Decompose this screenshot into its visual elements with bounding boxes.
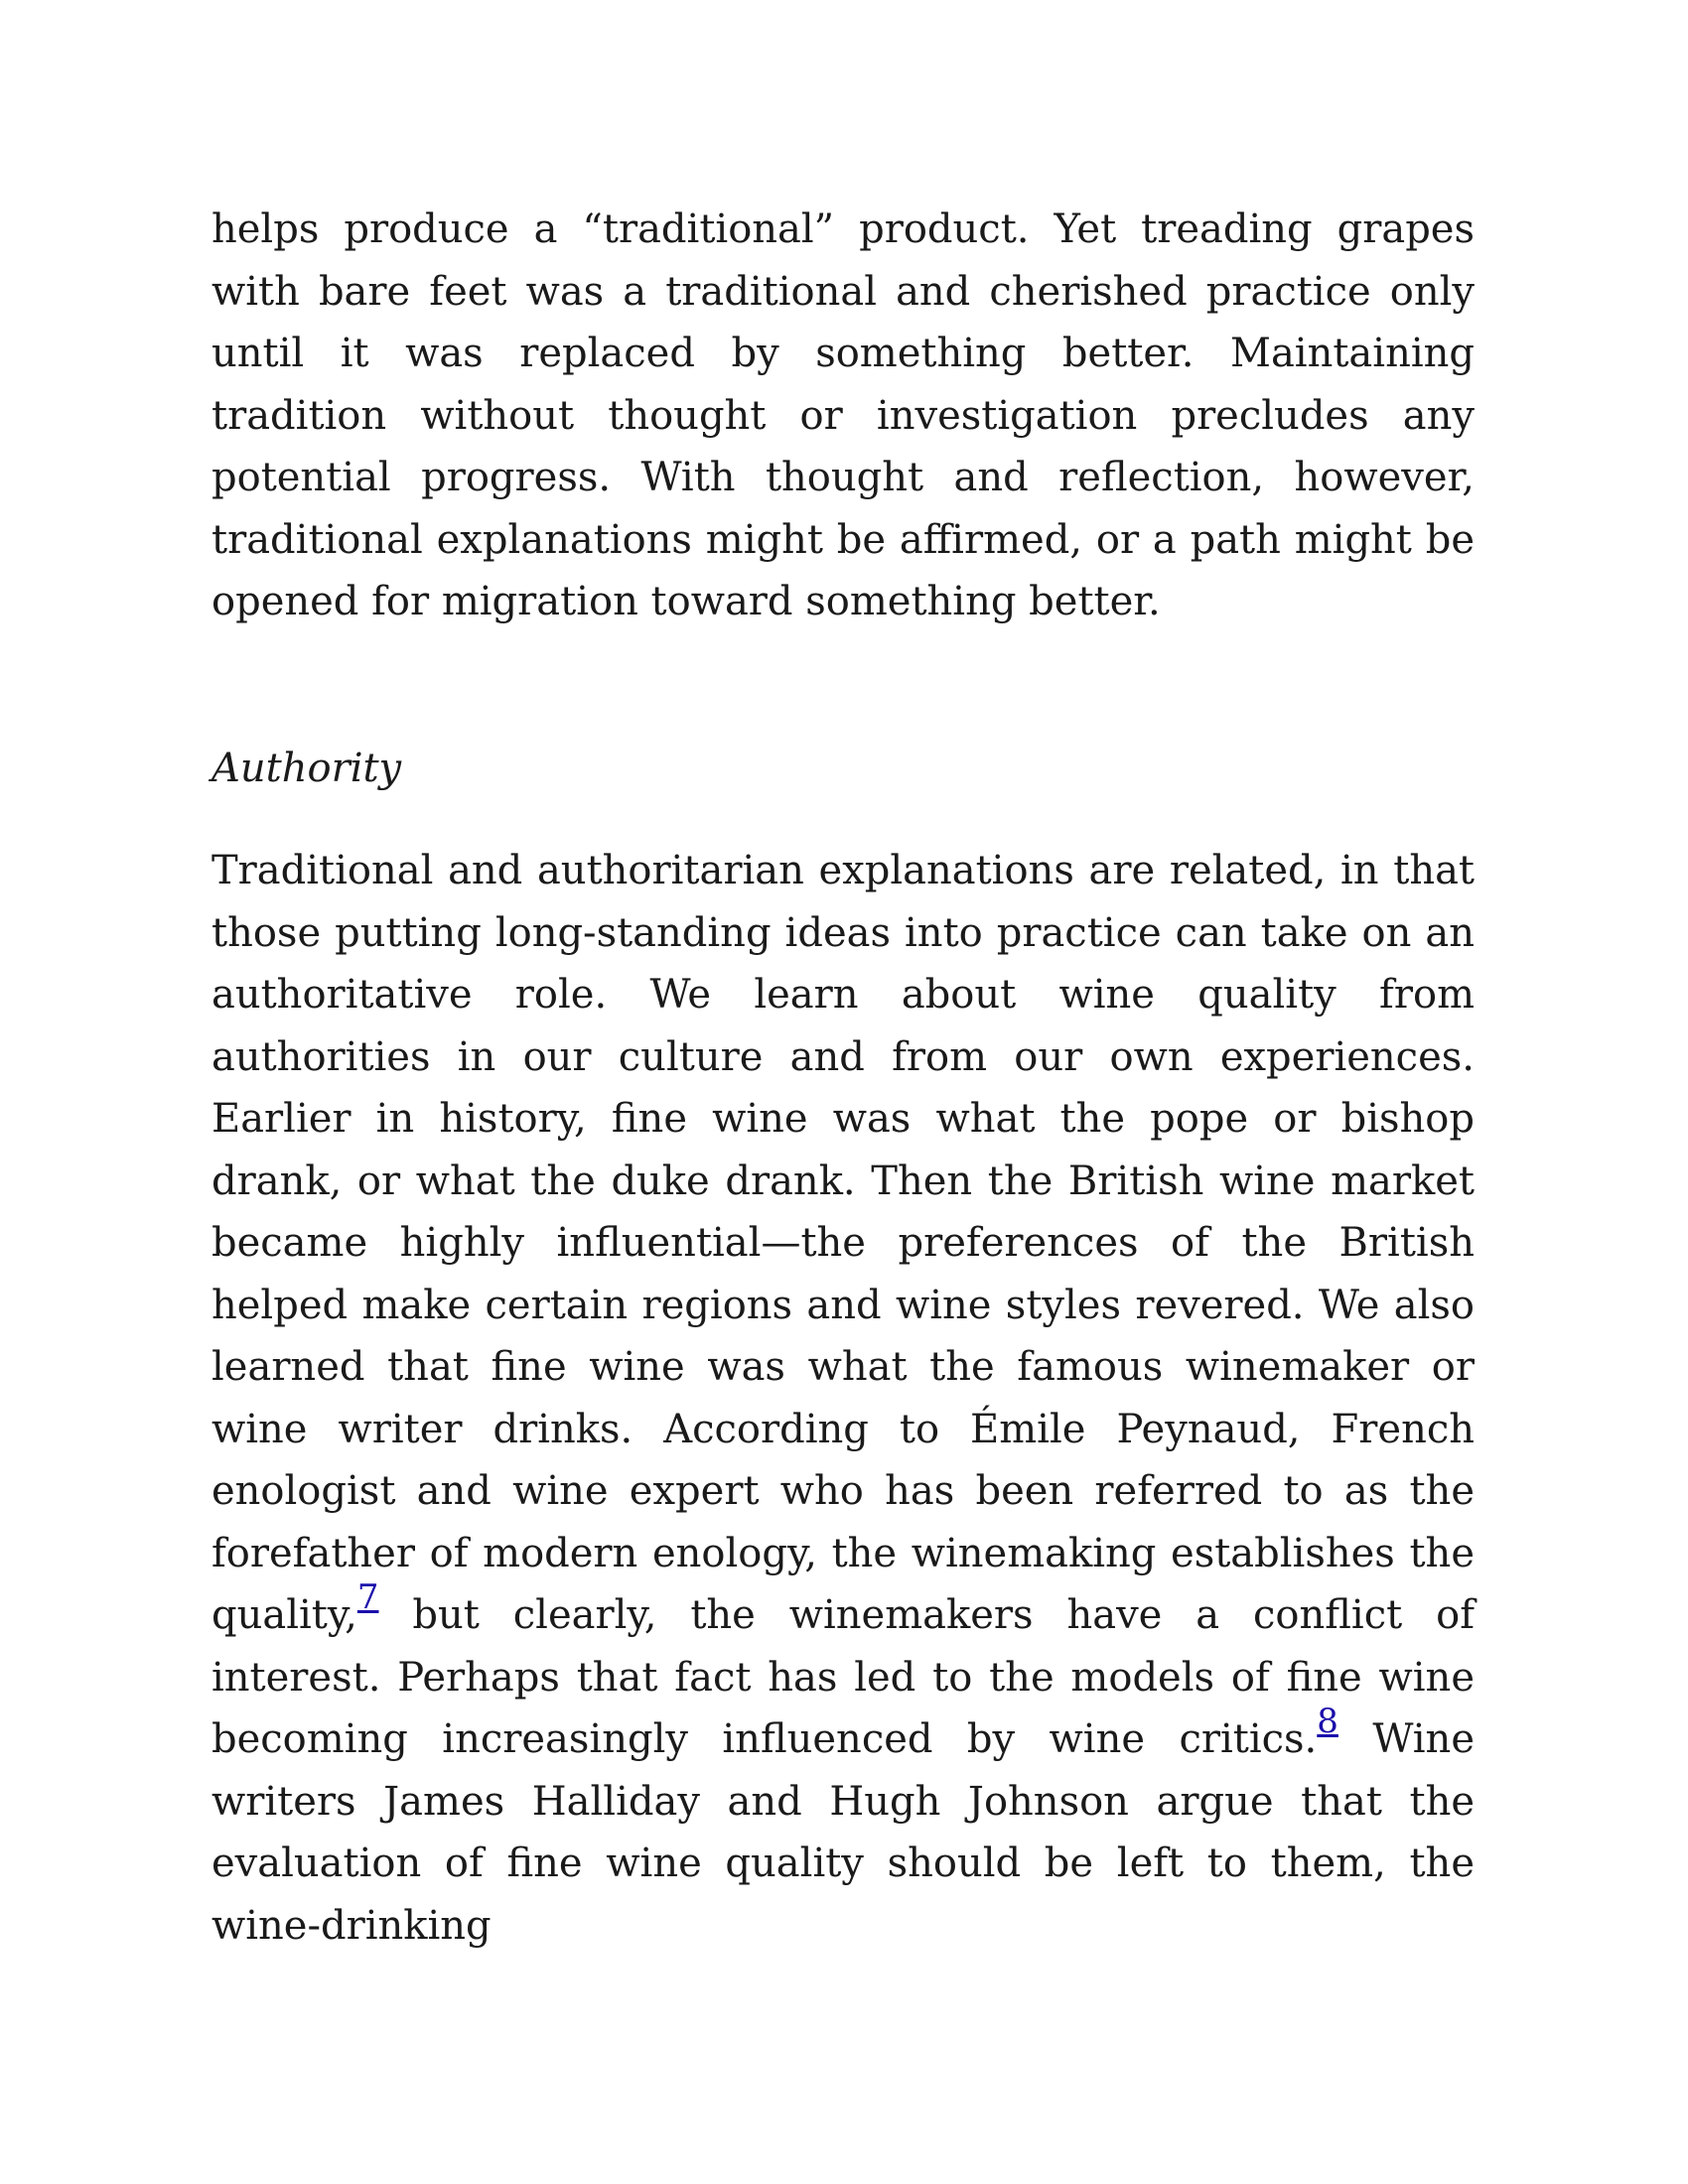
paragraph-authority [211,840,1475,1957]
paragraph-text-part: but clearly, the winemakers have a conflict of interest. Perhaps that fact has led to the models of fine wine becoming increasingly influenced by wine critics. [211,1592,1475,1762]
paragraph-text-part: Traditional and authoritarian explanations are related, in that those putting long-standing ideas into practice can take on an authoritative role. We learn about wine quality from authorities in our culture and from our own experiences. Earlier in history, fine wine was what the pope or bishop drank, or what the duke drank. Then the British wine market became highly influential—the preferences of the British helped make certain regions and wine styles revered. We also learned that fine wine was what the famous winemaker or wine writer drinks. According to Émile Peynaud, French enologist and wine expert who has been referred to as the forefather of modern enology, the winemaking establishes the quality, [211,848,1475,1638]
footnote-link-8[interactable]: 8 [1317,1702,1338,1741]
footnote-link-7[interactable]: 7 [356,1577,379,1617]
section-heading-authority: Authority [211,746,402,791]
document-page [211,199,1475,1949]
paragraph-text-part: Wine writers James Halliday and Hugh Johnson argue that the evaluation of fine wine quality should be left to them, the wine-drinking [211,1716,1475,1949]
paragraph-tradition: helps produce a “traditional” product. Yet treading grapes with bare feet was a traditional and cherished practice only until it was replaced by something better. Maintaining tradition without thought or investigation precludes any potential progress. With thought and reflection, however, traditional explanations might be affirmed, or a path might be opened for migration toward something better. [211,206,1475,624]
